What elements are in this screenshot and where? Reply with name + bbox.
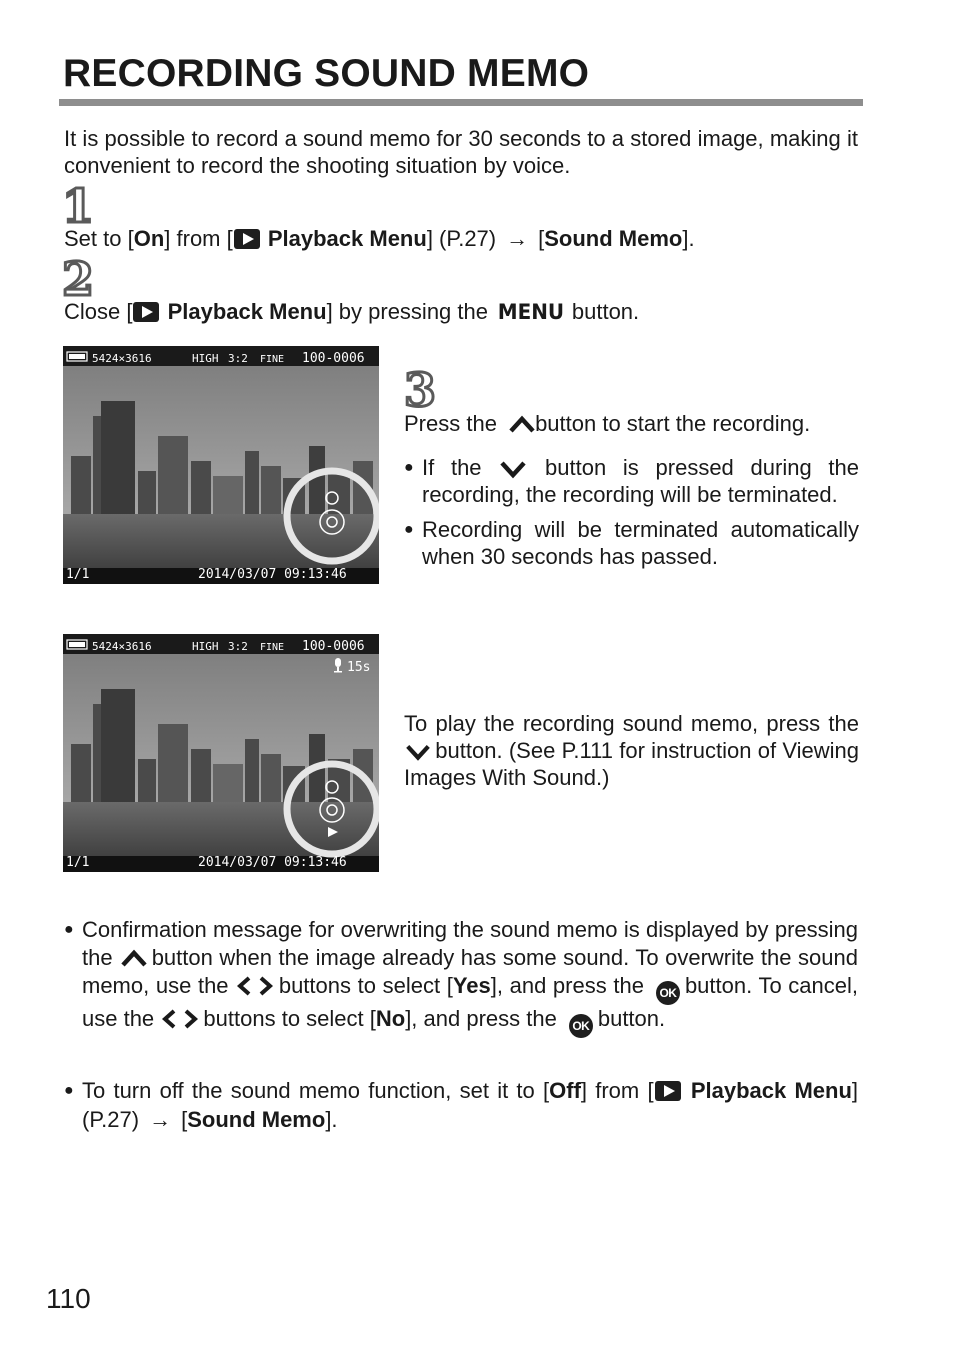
bullet-text: Recording will be terminated automatically when 30 seconds has passed. [422,517,859,569]
step-3-part: button to start the recording. [535,411,811,436]
arrow-icon: → [149,1107,172,1132]
left-right-arrows-icon [160,1008,200,1030]
ok-button-icon: OK [569,1014,593,1038]
note-part: button. To cancel, use the [82,973,859,1031]
playback-note-part: To play the recording sound memo, press the [404,711,859,736]
step-1-part: [ [538,226,545,251]
aspect-ratio: 3:2 [228,640,248,653]
intro-text: It is possible to record a sound memo for 30 seconds to a stored image, making it convenient to record the shooting situation by voice. [64,126,858,178]
date-time: 2014/03/07 09:13:46 [198,567,347,582]
step-1-on: On [133,226,165,251]
note-part: Confirmation message for overwriting the sound memo is displayed by pressing the [82,917,858,970]
frame-counter: 1/1 [66,855,90,870]
step-1-sound-memo: Sound Memo [544,226,683,251]
note-part: ], and press the [405,1006,557,1031]
playback-menu-icon [234,229,260,249]
note-part: To turn off the sound memo function, set it to [ [82,1078,550,1103]
note-yes: Yes [452,973,491,998]
quality: HIGH [192,640,219,653]
playback-note-part: button. (See P.111 for instruction of Viewing Images With Sound.) [404,738,859,790]
step-2-part: button. [571,299,640,324]
note-playback-menu: Playback Menu [690,1078,852,1103]
step-1-number: 1 [62,179,95,233]
step-2-playback-menu: Playback Menu [167,299,327,324]
note-part: ], and press the [490,973,644,998]
menu-button-label: MENU [497,300,565,324]
note-overwrite [64,916,858,1038]
down-arrow-icon [404,742,432,762]
camera-screen-playback [63,634,379,872]
note-part: ] (P.27) [82,1078,859,1132]
note-sound-memo: Sound Memo [187,1107,326,1132]
step-3-part: Press the [404,411,497,436]
date-time: 2014/03/07 09:13:46 [198,855,347,870]
step-2-text [64,298,864,326]
bullet-part: If the [422,455,482,480]
step-2-part: Close [ [64,299,133,324]
note-no: No [375,1006,406,1031]
note-part: buttons to select [ [278,973,453,998]
step-3-text [404,410,859,437]
step-1-part: ]. [682,226,695,251]
ok-button-icon: OK [656,981,680,1005]
note-part: button. [597,1006,666,1031]
note-part: button when the image already has some sound. To overwrite the sound memo, use the [82,945,858,998]
note-part: [ [181,1107,188,1132]
fine-label: FINE [260,642,285,653]
fine-label: FINE [260,354,285,365]
note-turn-off [64,1076,858,1134]
note-text [64,916,858,1038]
playback-note [404,710,859,791]
step-3-bullet-1 [404,454,859,508]
step-1-part: Set to [ [64,226,134,251]
bullet-dot: ● [64,1082,74,1099]
camera-screen-recording [63,346,379,584]
page-number: 110 [46,1283,91,1314]
down-arrow-icon [498,459,528,479]
playback-menu-icon [133,302,159,322]
step-1-playback-menu: Playback Menu [267,226,427,251]
left-right-arrows-icon [235,975,275,997]
bullet-dot: ● [64,921,74,938]
title-rule [59,99,863,106]
up-arrow-icon [119,949,149,969]
note-part: ] from [ [580,1078,654,1103]
file-number: 100-0006 [302,351,365,366]
step-1-text [64,225,864,252]
bullet-part: button is pressed during the recording, the recording will be terminated. [422,455,859,507]
step-3-bullet-2 [404,516,859,570]
page-title: RECORDING SOUND MEMO [63,52,590,95]
frame-counter: 1/1 [66,567,90,582]
bullet-dot: ● [404,521,414,538]
file-number: 100-0006 [302,639,365,654]
note-text [64,1076,858,1134]
step-2-part: ] by pressing the [326,299,488,324]
image-size: 5424×3616 [92,352,152,365]
bullet-dot: ● [404,459,414,476]
image-size: 5424×3616 [92,640,152,653]
note-off: Off [549,1078,581,1103]
up-arrow-icon [507,415,537,435]
bullet-text [404,454,859,508]
note-part: buttons to select [ [203,1006,376,1031]
camera-photo [63,634,379,872]
note-part: ]. [325,1107,338,1132]
step-2-number: 2 [62,252,95,306]
step-3-number: 3 [404,363,437,417]
camera-photo [63,346,379,584]
quality: HIGH [192,352,219,365]
playback-menu-icon [655,1081,681,1101]
arrow-icon: → [506,226,529,251]
memo-duration: 15s [347,660,371,675]
step-1-part: ] (P.27) [426,226,497,251]
step-1-part: ] from [ [164,226,233,251]
aspect-ratio: 3:2 [228,352,248,365]
